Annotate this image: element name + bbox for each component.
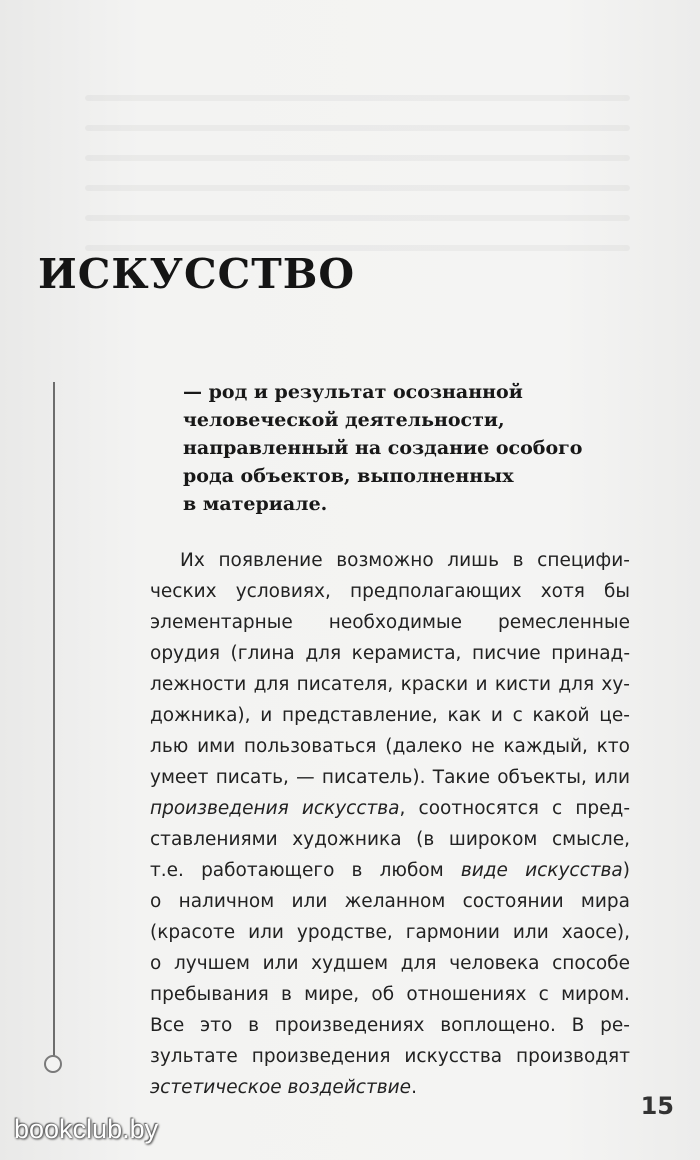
body-line: [150, 731, 630, 762]
body-word: уродстве,: [296, 922, 393, 943]
body-word: возможно: [336, 550, 434, 571]
body-word: [150, 1072, 288, 1103]
body-line: [150, 917, 630, 948]
page-title: ИСКУССТВО: [38, 250, 356, 298]
body-word: искусства: [404, 1046, 503, 1067]
body-word: с: [538, 984, 549, 1005]
body-word: ремесленные: [497, 612, 630, 633]
body-word: для: [558, 674, 595, 695]
body-word: писчие: [472, 643, 541, 664]
body-word: с: [512, 705, 523, 726]
body-word: худшем: [311, 953, 389, 974]
body-word: желанном: [344, 891, 446, 912]
body-line: [150, 948, 630, 979]
body-word: человека: [449, 953, 540, 974]
body-word: орудия: [150, 643, 220, 664]
body-word: и: [260, 705, 273, 726]
body-word: Их: [180, 550, 205, 571]
body-word: предполагающих: [349, 581, 522, 602]
body-word: художника: [292, 829, 402, 850]
body-word: принад-: [551, 643, 630, 664]
body-word: писатель).: [321, 767, 426, 788]
body-word: способе: [552, 953, 630, 974]
body-word: с: [552, 798, 563, 819]
body-word: ре-: [600, 1015, 630, 1036]
body-word: или: [291, 891, 328, 912]
body-word: це-: [599, 705, 630, 726]
body-word: лежности: [150, 674, 247, 695]
body-word: или: [512, 922, 549, 943]
body-word: краски: [400, 674, 469, 695]
body-word: специфи-: [537, 550, 630, 571]
body-line: [150, 824, 630, 855]
body-word: писателя,: [296, 674, 394, 695]
body-word: пребывания: [150, 984, 269, 1005]
body-word: ху-: [601, 674, 630, 695]
body-word: хотя: [540, 581, 585, 602]
body-word: писать,: [215, 767, 289, 788]
body-word: как: [447, 705, 482, 726]
italic-term: искусства: [301, 798, 400, 819]
body-paragraph: [150, 545, 630, 1103]
body-word: ческих: [150, 581, 217, 602]
body-line: [150, 793, 630, 824]
bleed-through-line: [85, 95, 630, 101]
body-word: или: [248, 922, 284, 943]
body-line: [150, 886, 630, 917]
body-word: наличном: [178, 891, 275, 912]
body-word: мире,: [304, 984, 360, 1005]
body-line: [150, 576, 630, 607]
body-word: произведения: [251, 1046, 391, 1067]
body-word: об: [371, 984, 395, 1005]
bleed-through-line: [85, 185, 630, 191]
italic-term: эстетическое: [150, 1077, 282, 1098]
body-word: [461, 855, 508, 886]
body-word: производят: [516, 1046, 630, 1067]
body-word: условиях,: [235, 581, 331, 602]
body-line: [150, 1072, 630, 1103]
body-word: смысле,: [551, 829, 630, 850]
body-word: или: [594, 767, 630, 788]
body-word: лучшем: [173, 953, 250, 974]
definition-line: — род и результат осознанной: [183, 381, 523, 403]
body-word: о: [150, 891, 162, 912]
body-word: Все: [150, 1015, 185, 1036]
body-word: широком: [448, 829, 538, 850]
definition-block: [183, 378, 623, 518]
body-word: [150, 793, 289, 824]
body-word: лишь: [447, 550, 499, 571]
body-word: гармонии: [405, 922, 500, 943]
definition-line: направленный на создание особого: [183, 437, 583, 459]
body-word: ставлениями: [150, 829, 278, 850]
page-number: 15: [640, 1092, 674, 1120]
body-word: в: [512, 550, 524, 571]
body-word: хаосе),: [561, 922, 630, 943]
body-word: для: [400, 953, 437, 974]
body-word: В: [571, 1015, 585, 1036]
italic-term: воздействие: [287, 1077, 412, 1098]
bleed-through-line: [85, 125, 630, 131]
body-word: искусства,: [301, 798, 406, 819]
body-word: умеет: [150, 767, 209, 788]
body-word: мира: [580, 891, 630, 912]
body-word: пред-: [575, 798, 630, 819]
body-word: Такие: [432, 767, 490, 788]
body-word: любом: [379, 860, 444, 881]
italic-term: виде: [460, 860, 508, 881]
body-word: (глина: [230, 643, 295, 664]
watermark-text: bookclub.by: [14, 1114, 159, 1144]
body-word: пользоваться: [243, 736, 377, 757]
body-word: для: [305, 643, 342, 664]
body-word: ими: [197, 736, 236, 757]
definition-line: в материале.: [183, 493, 328, 515]
body-word: миром.: [561, 984, 630, 1005]
body-word: лью: [150, 736, 189, 757]
body-line: [150, 762, 630, 793]
body-word: (в: [416, 829, 435, 850]
body-word: о: [150, 953, 162, 974]
body-word: и: [490, 705, 503, 726]
body-word: воплощено.: [440, 1015, 556, 1036]
body-word: бы: [603, 581, 630, 602]
body-word: (красоте: [150, 922, 236, 943]
body-word: появление: [218, 550, 323, 571]
body-line: [150, 638, 630, 669]
body-line: [150, 979, 630, 1010]
body-word: в: [280, 984, 292, 1005]
body-word: (далеко: [385, 736, 463, 757]
definition-line: рода объектов, выполненных: [183, 465, 514, 487]
body-line: [150, 1010, 630, 1041]
body-word: т.е.: [150, 860, 184, 881]
body-word: воздействие.: [287, 1077, 417, 1098]
body-line: [150, 1041, 630, 1072]
body-word: искусства): [525, 860, 630, 881]
body-word: кто: [596, 736, 630, 757]
margin-rule-end-circle: [44, 1055, 62, 1073]
body-word: элементарные: [150, 612, 293, 633]
margin-rule: [53, 382, 55, 1057]
italic-term: произведения: [150, 798, 289, 819]
body-word: работающего: [201, 860, 335, 881]
body-line: [150, 607, 630, 638]
body-word: произведениях: [274, 1015, 425, 1036]
body-word: состоянии: [462, 891, 564, 912]
body-word: керамиста,: [351, 643, 462, 664]
body-line: [150, 700, 630, 731]
body-word: не: [471, 736, 495, 757]
body-word: представление,: [281, 705, 438, 726]
body-line: [150, 669, 630, 700]
body-word: отношениях: [406, 984, 527, 1005]
body-word: объекты,: [497, 767, 587, 788]
body-word: это: [200, 1015, 233, 1036]
body-word: необходимые: [328, 612, 462, 633]
body-word: в: [248, 1015, 259, 1036]
italic-term: искусства: [525, 860, 623, 881]
body-word: и: [475, 674, 488, 695]
body-word: зультате: [150, 1046, 238, 1067]
body-word: каждый,: [503, 736, 588, 757]
body-line: [150, 545, 630, 576]
body-word: или: [262, 953, 299, 974]
body-word: для: [253, 674, 290, 695]
body-line: [150, 855, 630, 886]
body-word: кисти: [494, 674, 552, 695]
body-word: —: [296, 767, 315, 788]
bleed-through-line: [85, 155, 630, 161]
definition-line: человеческой деятельности,: [183, 409, 505, 431]
body-word: в: [351, 860, 363, 881]
body-word: какой: [532, 705, 590, 726]
body-word: соотносятся: [418, 798, 539, 819]
body-word: дожника),: [150, 705, 251, 726]
bleed-through-line: [85, 215, 630, 221]
